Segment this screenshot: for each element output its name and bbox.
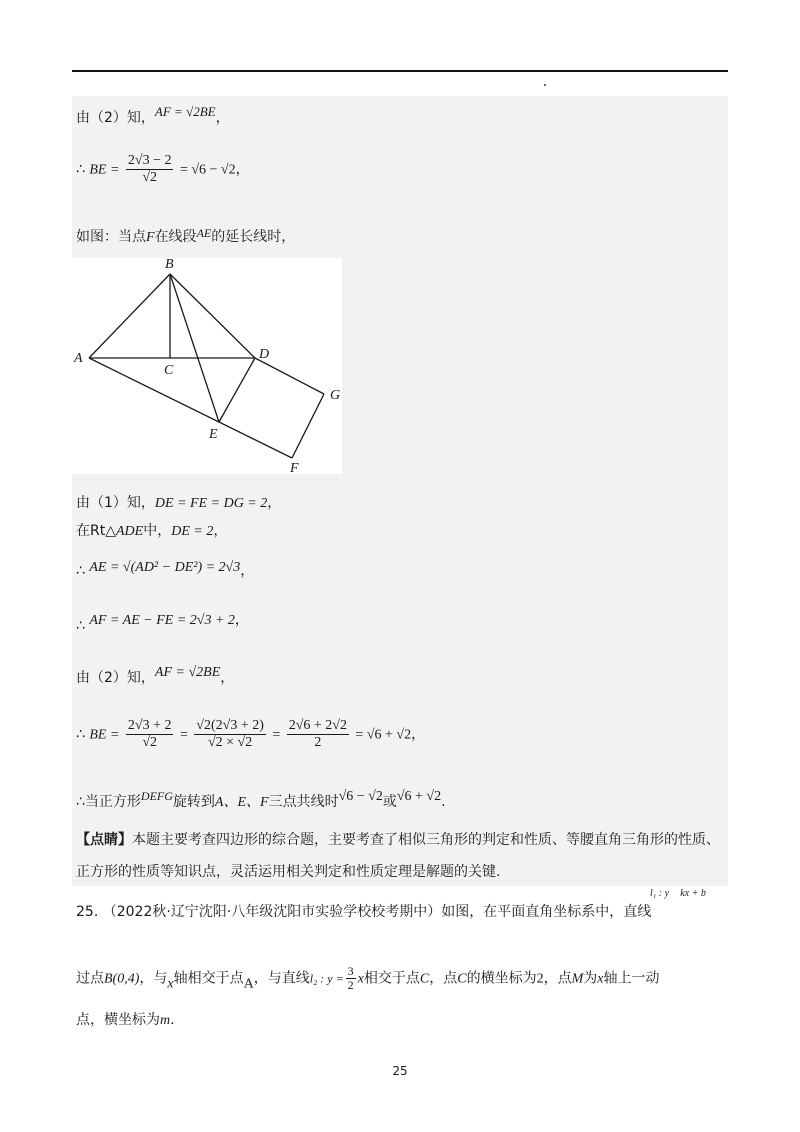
text: 正方形的性质等知识点，灵活运用相关判定和性质定理是解题的关键. [76,864,501,880]
math: BE = [89,162,120,178]
text: 在Rt△ [76,523,116,539]
text: 轴相交于点 [173,970,244,987]
label-E: E [209,427,218,442]
solution-line-10 [76,786,446,813]
label-A: A [74,351,83,366]
text: ，与直线 [253,970,310,987]
header-dot [544,84,546,86]
text: 由（2）知， [76,670,155,686]
therefore-symbol: ∴ [76,618,85,634]
math: AF = AE − FE = 2√3 + 2 [89,613,235,628]
math: kx + b [680,888,706,899]
geometry-figure [72,258,342,474]
text: ， [213,523,228,539]
label-B: B [165,258,174,272]
math: ADE [115,524,144,539]
text: 由（2）知， [76,110,155,126]
text: ， [215,110,230,126]
math: AF = √2BE [154,104,216,119]
math: M [571,971,584,987]
math: x [167,976,174,992]
denominator: √2 [142,735,158,750]
text: ， [267,495,282,511]
math: DE = 2 [171,524,214,539]
label-C: C [164,363,174,378]
solution-line-6 [76,558,254,581]
math: A、E、F [214,795,269,810]
denominator: 2 [347,978,354,992]
numerator: √2(2√3 + 2) [196,718,264,733]
therefore-symbol: ∴ [76,161,85,178]
math: C [457,971,467,987]
label-G: G [330,388,341,403]
problem-source: （2022秋·辽宁沈阳·八年级沈阳市实验学校校考期中） [102,904,442,920]
solution-line-2 [76,153,250,186]
numerator: 2√6 + 2√2 [288,718,347,733]
segment-GF [292,394,324,458]
geometry-svg [72,258,342,474]
math: AE = √(AD² − DE²) = 2√3 [89,560,241,575]
segment-BD [170,274,255,358]
text: 的延长线时， [211,229,296,245]
therefore-symbol: ∴ [76,726,85,743]
solution-line-3 [76,223,295,248]
solution-line-9 [76,718,425,751]
math: x [357,971,364,987]
math: AE [196,226,212,240]
math: l₁ : y [650,888,670,899]
text: 由（1）知， [76,495,155,511]
solution-line-1 [76,102,230,128]
text: ，点 [429,970,458,987]
numerator: 2√3 + 2 [127,718,172,733]
segment-AB [89,274,170,358]
text: 如图，在平面直角坐标系中，直线 [441,904,652,920]
text: 如图：当点 [76,229,146,245]
text: 三点共线时 [268,794,339,810]
problem-25-l1-equation [650,888,706,899]
math: m [160,1013,171,1028]
text: 为 [583,970,598,987]
comment-line-2 [76,862,500,882]
math: = √6 + √2 [355,727,412,743]
denominator: √2 × √2 [207,735,253,750]
fraction [346,965,356,992]
math: = √6 − √2 [179,162,236,178]
solution-shaded-region [72,96,728,886]
segment-AF [89,358,292,458]
math: x [597,971,604,987]
problem-25-line-1 [76,902,651,922]
header-rule [72,70,728,72]
text: ，点 [543,970,572,987]
text: ， [234,612,249,628]
segment-DE [219,358,255,422]
problem-25-line-3 [76,1010,175,1031]
denominator: 2 [314,735,322,750]
text: 本题主要考查四边形的综合题，主要考查了相似三角形的判定和性质、等腰直角三角形的性质、 [132,832,720,848]
text: . [170,1012,175,1028]
text: ∴当正方形 [76,794,141,810]
label-F: F [290,461,299,474]
comment-tag: 【点睛】 [76,832,132,848]
label-D: D [259,347,270,362]
math: DE = FE = DG = 2 [154,496,268,511]
text: 旋转到 [172,794,215,810]
solution-line-8 [76,663,234,688]
text: ， [235,161,250,178]
numerator: 3 [347,964,354,978]
math: AF = √2BE [154,665,221,680]
solution-line-7 [76,610,249,636]
text: 在线段 [154,229,197,245]
solution-line-4 [76,493,281,514]
fraction [287,718,349,751]
fraction [194,718,266,751]
math: l₂ : y = [309,971,344,986]
text: 过点 [76,970,104,987]
math: B(0,4) [104,971,140,987]
text: 点，横坐标为 [76,1012,160,1028]
fraction [126,718,174,751]
segment-BE [170,274,219,422]
math: F [146,230,155,245]
math: √6 + √2 [396,789,442,804]
solution-line-5 [76,521,227,542]
problem-number: 25. [76,904,99,920]
comment-line-1 [76,830,720,850]
math: C [419,971,430,987]
math: BE = [89,727,120,743]
text: 相交于点 [363,970,420,987]
denominator: √2 [142,170,158,185]
problem-25-line-2 [76,965,659,995]
math: √6 − √2 [338,789,383,804]
equals-sign: = [272,727,281,743]
page-number: 25 [392,1064,408,1078]
math: A [243,976,254,992]
text: ， [240,563,255,579]
equals-sign: = [179,727,188,743]
numerator: 2√3 − 2 [127,153,172,168]
therefore-symbol: ∴ [76,563,85,579]
math: 2 [536,971,544,987]
fraction [126,153,174,186]
text: 轴上一动 [603,970,660,987]
text: 或 [382,794,397,810]
text: ，与 [139,970,168,987]
math: DEFG [140,789,173,803]
text: 的横坐标为 [466,970,537,987]
text: . [441,794,446,810]
text: ， [411,726,426,743]
text: 中， [143,523,172,539]
text: ， [220,670,235,686]
segment-DG [255,358,324,394]
